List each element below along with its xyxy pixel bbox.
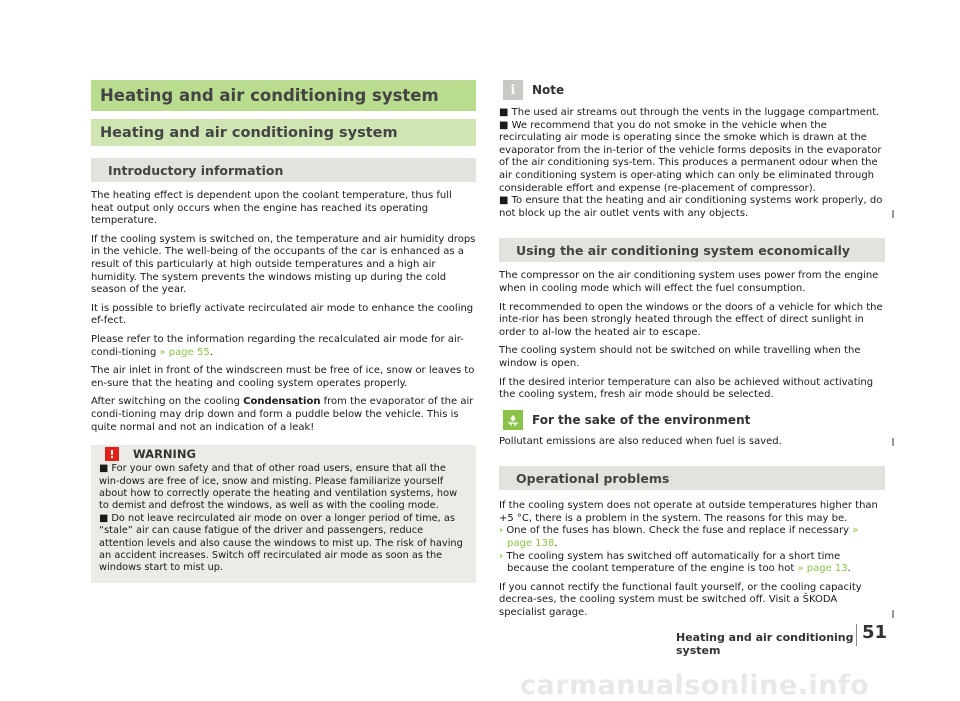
intro-paragraph-4-text: Please refer to the information regarding the recalculated air mode for air-condi-tioning — [91, 333, 464, 358]
problems-closing — [499, 582, 885, 620]
bullet-arrow-icon: › — [499, 550, 504, 562]
page-138-link[interactable]: » page 138 — [507, 525, 859, 550]
section-end-mark — [889, 610, 897, 618]
intro-paragraph-2: If the cooling system is switched on, the temperature and air humidity drops in the vehicle. The well-being of the occupants of the car is enhanced as a result of this particularly at high outside temperatures and a high air humidity. The system prevents the windows misting up during the cold season of the year. — [91, 233, 476, 296]
economy-paragraph-2: It recommended to open the windows or the doors of a vehicle for which the inte-rior has been strongly heated through the effect of direct sunlight in order to al-low the heated air to escape. — [499, 301, 883, 338]
subsection-title-problems: Operational problems — [499, 466, 885, 490]
note-title: Note — [532, 83, 565, 97]
problems-bullet-1 — [499, 525, 885, 550]
section-title: Heating and air conditioning system — [91, 119, 476, 146]
problems-paragraph-2: If you cannot rectify the functional fault yourself, or the cooling capacity decrea-ses, the cooling system must be switched off. Visit a ŠKODA specialist garage. — [499, 581, 862, 619]
problems-bullet-1-text: One of the fuses has blown. Check the fuse and replace if necessary — [506, 525, 850, 537]
intro-paragraph-6-b: from the evaporator of the air condi-tioning may drip down and form a puddle below the vehicle. This is quite normal and not an indication of a leak! — [91, 396, 474, 433]
condensation-term: Condensation — [243, 396, 321, 408]
warning-exclamation-icon: ! — [105, 447, 119, 461]
intro-paragraph-1: The heating effect is dependent upon the coolant temperature, thus full heat output only occurs when the engine has reached its operating temperature. — [91, 190, 452, 227]
economy-paragraph-4: If the desired interior temperature can also be achieved without activating the cooling system, fresh air mode should be selected. — [499, 376, 874, 401]
intro-paragraph-4 — [91, 334, 476, 359]
right-column — [499, 80, 885, 620]
page-footer — [676, 622, 888, 657]
watermark-text: carmanualsonline.info — [520, 670, 870, 701]
subsection-title-introductory: Introductory information — [91, 158, 476, 182]
intro-paragraph-4-end: . — [209, 346, 213, 358]
page-number: 51 — [862, 622, 888, 643]
environment-paragraph: Pollutant emissions are also reduced when fuel is saved. — [499, 435, 782, 447]
subsection-title-economy: Using the air conditioning system economically — [499, 238, 885, 262]
bullet-arrow-icon: › — [499, 525, 504, 537]
problems-bullet-2-end: . — [847, 563, 851, 575]
section-end-mark — [889, 438, 897, 446]
info-icon: i — [503, 80, 523, 100]
note-item-2: ■ We recommend that you do not smoke in the vehicle when the recirculating air mode is operating since the smoke which is drawn at the evaporator from the in-terior of the vehicle forms deposits in the evaporator of the air conditioning sys-tem. This produces a permanent odour when the air conditioning system is oper-ating which can only be eliminated through considerable effort and expense (re-placement of compressor). — [499, 119, 882, 194]
warning-item-1: ■ For your own safety and that of other road users, ensure that all the win-dows are free of ice, snow and misting. Please familiarize yourself about how to correctly operate the heating and ventilation systems, how to demist and defrost the windows, as well as with the cooling mode. — [99, 463, 458, 512]
warning-item-2: ■ Do not leave recirculated air mode on over a longer period of time, as “stale” air can cause fatigue of the driver and passengers, reduce attention levels and also cause the windows to mist up. The risk of having an accident increases. Switch off recirculated air mode as soon as the windows start to mist up. — [99, 512, 463, 574]
environment-text — [499, 436, 885, 449]
recycle-icon-svg — [506, 413, 520, 427]
warning-title: WARNING — [133, 447, 196, 462]
problems-bullet-1-end: . — [554, 538, 558, 550]
environment-header — [499, 410, 885, 430]
warning-text — [99, 463, 468, 575]
note-item-3: ■ To ensure that the heating and air conditioning systems work properly, do not block up the air outlet vents with any objects. — [499, 195, 883, 219]
intro-paragraph-5: The air inlet in front of the windscreen must be free of ice, snow or leaves to en-sure that the heating and cooling system operates properly. — [91, 365, 475, 389]
chapter-title: Heating and air conditioning system — [91, 80, 476, 111]
note-text — [499, 107, 885, 220]
economy-paragraph-3: The cooling system should not be switched on while travelling when the window is open. — [499, 345, 861, 369]
note-item-1: ■ The used air streams out through the vents in the luggage compartment. — [499, 107, 880, 118]
note-header — [499, 80, 885, 100]
section-end-mark — [889, 210, 897, 218]
page-13-link[interactable]: » page 13 — [797, 563, 848, 575]
intro-paragraph-6-a: After switching on the cooling — [91, 396, 240, 408]
left-column — [91, 80, 476, 583]
problems-bullet-2 — [499, 551, 885, 576]
economy-paragraph-1: The compressor on the air conditioning system uses power from the engine when in cooling mode which will effect the fuel consumption. — [499, 270, 879, 294]
intro-paragraph-3: It is possible to briefly activate recirculated air mode to enhance the cooling ef-fect. — [91, 302, 474, 327]
recycle-icon — [503, 410, 523, 430]
problems-paragraph-1: If the cooling system does not operate at outside temperatures higher than +5 °C, there is a problem in the system. The reasons for this may be. — [499, 500, 878, 524]
warning-box — [91, 445, 476, 583]
environment-title: For the sake of the environment — [532, 412, 751, 427]
footer-chapter-label: Heating and air conditioning system — [676, 631, 854, 657]
warning-header — [91, 445, 468, 463]
page-55-link[interactable]: » page 55 — [159, 346, 210, 358]
footer-divider — [856, 624, 857, 646]
intro-paragraph-6 — [91, 396, 476, 434]
problems-bullet-2-text: The cooling system has switched off automatically for a short time because the coolant temperature of the engine is too hot — [506, 550, 841, 575]
